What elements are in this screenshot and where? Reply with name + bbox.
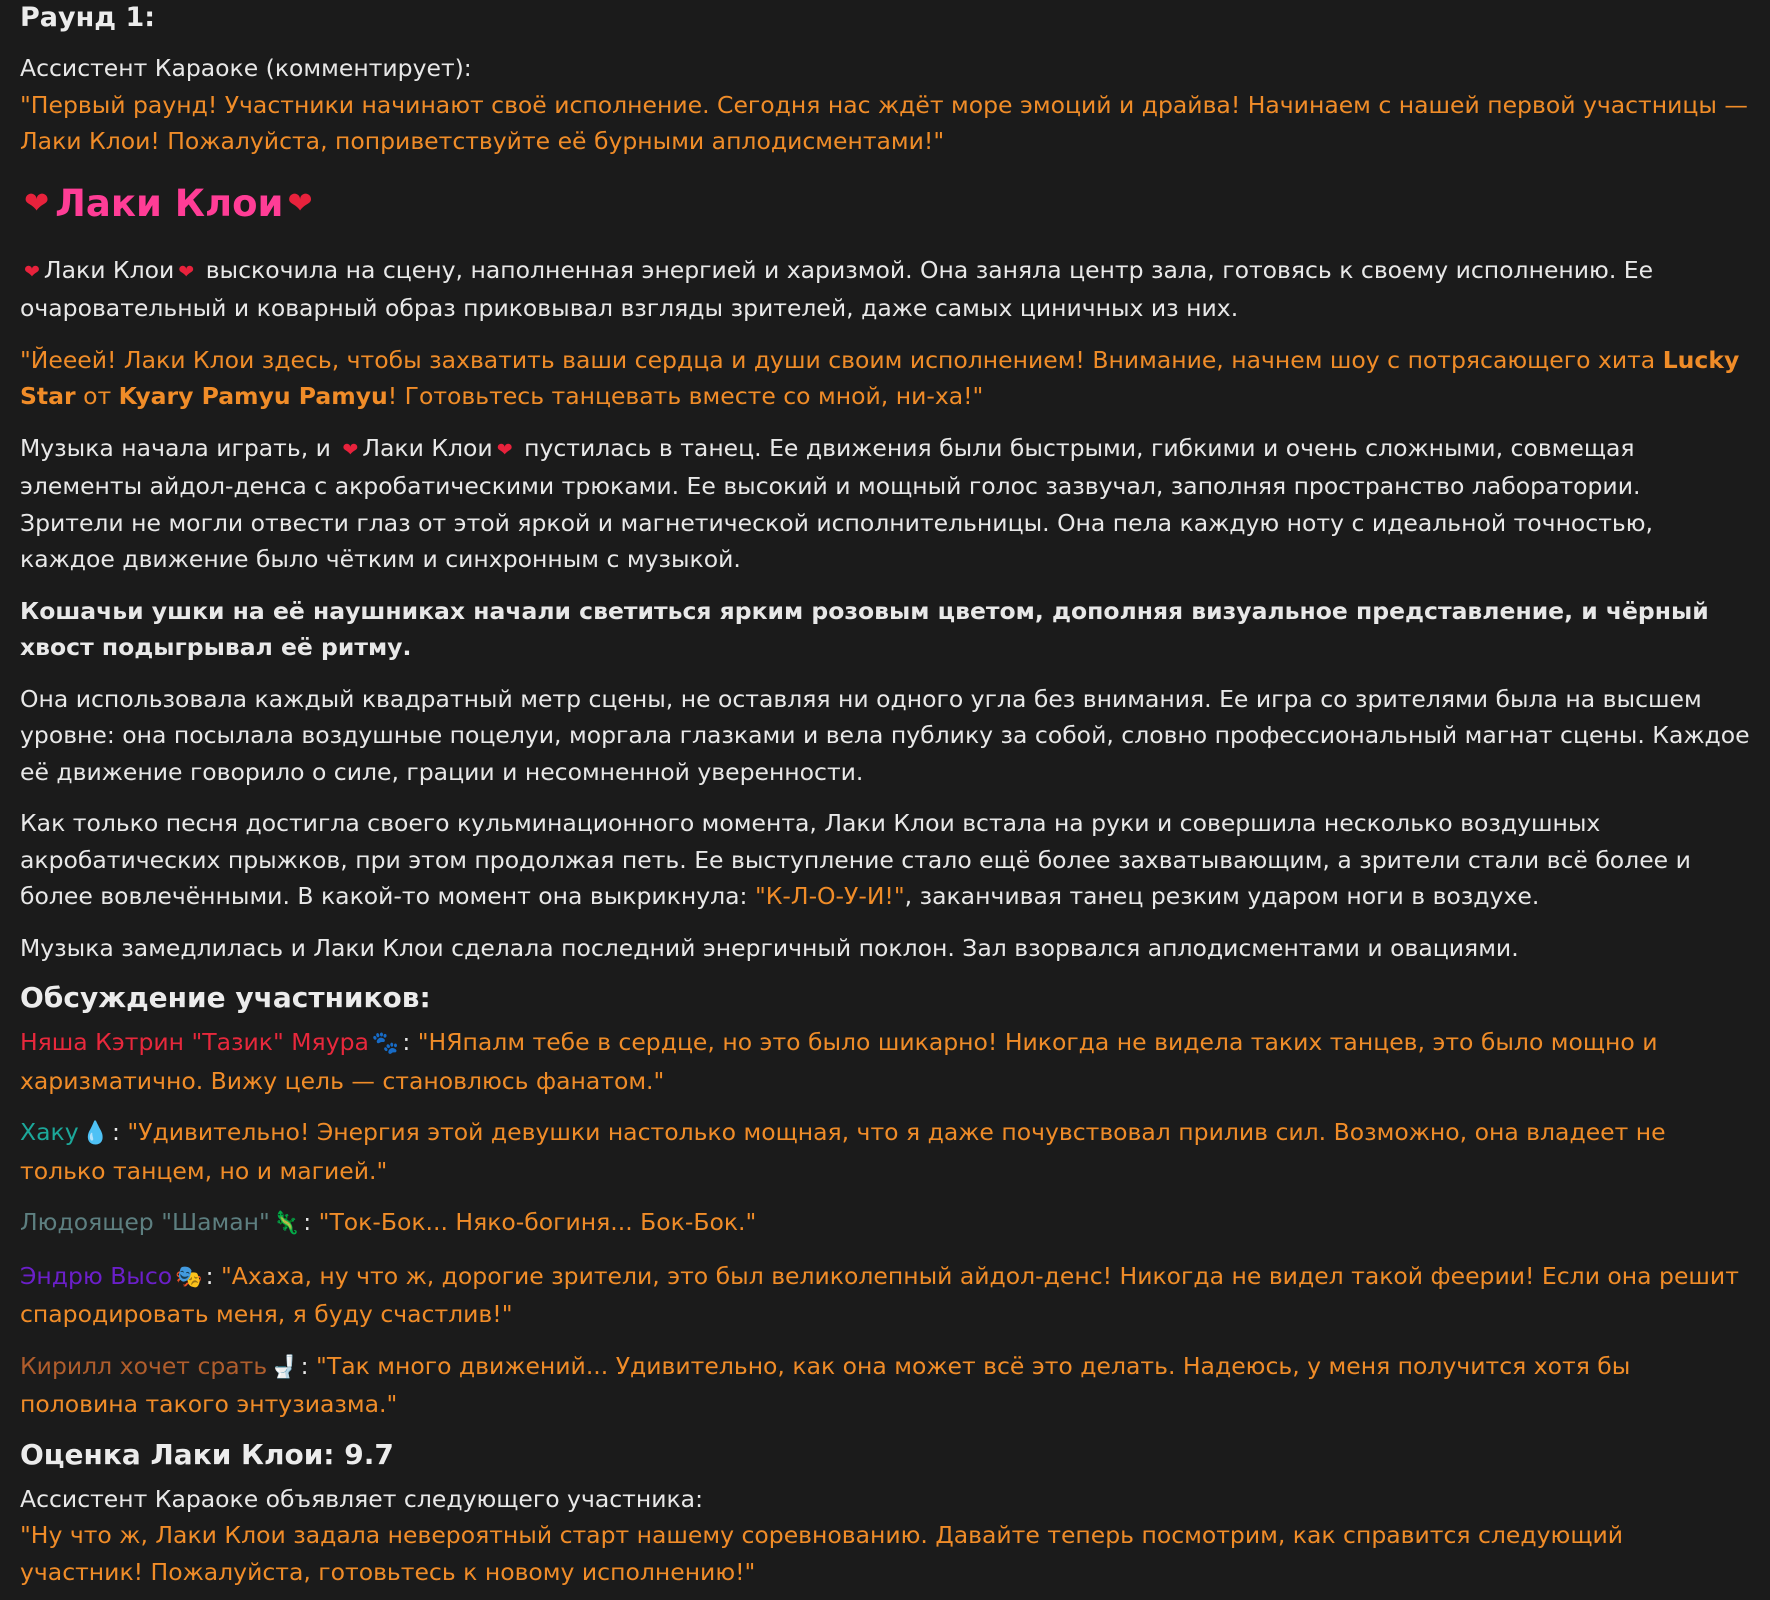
commenter-name: Няша Кэтрин "Тазик" Мяура	[20, 1028, 369, 1056]
climax-before: Как только песня достигла своего кульминационного момента, Лаки Клои встала на руки и совершила несколько воздушных акробатических прыжков, при этом продолжая петь. Ее выступление стало ещё более захватывающим, а зрители стали всё более и более вовлечёнными. В какой-то момент она выкрикнула:	[20, 809, 1691, 910]
song-title: Lucky Star	[20, 345, 1740, 410]
ending-paragraph: Музыка замедлилась и Лаки Клои сделала последний энергичный поклон. Зал взорвался аплодисментами и овациями.	[20, 933, 1519, 962]
droplet-icon: 💧	[81, 1121, 110, 1146]
comment-andrew: Эндрю Высо 🎭 : "Ахаха, ну что ж, дорогие зрители, это был великолепный айдол-денс! Никогда не видел такой феерии! Если она решит спародировать меня, я буду счастлив!"	[20, 1261, 1739, 1328]
performer-name: Лаки Клои	[362, 433, 493, 462]
commenter-name: Хаку	[20, 1118, 79, 1146]
quote-part-2: от	[75, 382, 119, 410]
comment-text: "Так много движений... Удивительно, как она может всё это делать. Надеюсь, у меня получится хотя бы половина такого энтузиазма."	[20, 1351, 1631, 1418]
toilet-icon: 🚽	[270, 1354, 298, 1380]
heart-icon: ❤	[24, 185, 50, 221]
theater-masks-icon: 🎭	[175, 1264, 203, 1290]
next-quote: "Ну что ж, Лаки Клои задала невероятный старт нашему соревнованию. Давайте теперь посмотрим, как справится следующий участник! Пожалуйста, готовьтесь к новому исполнению!"	[20, 1521, 1624, 1586]
heart-icon: ❤	[178, 260, 195, 283]
performer-quote	[20, 342, 1750, 415]
round-heading: Раунд 1:	[20, 2, 156, 33]
comment-text: "Ахаха, ну что ж, дорогие зрители, это был великолепный айдол-денс! Никогда не видел такой феерии! Если она решит спародировать меня, я буду счастлив!"	[20, 1261, 1739, 1328]
commenter-name: Эндрю Высо	[20, 1261, 173, 1290]
climax-after: , заканчивая танец резким ударом ноги в воздухе.	[904, 882, 1540, 910]
climax-shout: "К-Л-О-У-И!"	[754, 882, 905, 910]
host-quote: "Первый раунд! Участники начинают своё исполнение. Сегодня нас ждёт море эмоций и драйва! Начинаем с нашей первой участницы — Лаки Клои! Пожалуйста, поприветствуйте её бурными аплодисментами!"	[20, 90, 1748, 155]
discussion-heading: Обсуждение участников:	[20, 981, 431, 1014]
artist-name: Kyary Pamyu Pamyu	[118, 382, 388, 410]
score-heading: Оценка Лаки Клои: 9.7	[20, 1437, 394, 1471]
host-label: Ассистент Караоке (комментирует):	[20, 54, 472, 82]
quote-part-3: ! Готовьтесь танцевать вместе со мной, ни-ха!"	[387, 382, 984, 410]
performer-title-text: Лаки Клои	[55, 181, 284, 225]
comment-nyasha: Няша Кэтрин "Тазик" Мяура 🐾 : "НЯпалм тебе в сердце, но это было шикарно! Никогда не видела таких танцев, это было мощно и харизматично. Вижу цель — становлюсь фанатом."	[20, 1028, 1658, 1095]
cat-ears-paragraph: Кошачьи ушки на её наушниках начали светиться ярким розовым цветом, дополняя визуальное представление, и чёрный хвост подыгрывал её ритму.	[20, 596, 1709, 661]
dance-after: пустилась в танец. Ее движения были быстрыми, гибкими и очень сложными, совмещая элементы айдол-денса с акробатическими трюками. Ее высокий и мощный голос зазвучал, заполняя пространство лаборатории. Зрители не могли отвести глаз от этой яркой и магнетической исполнительницы. Она пела каждую ноту с идеальной точностью, каждое движение было чётким и синхронным с музыкой.	[20, 433, 1654, 573]
heart-icon: ❤	[24, 260, 40, 283]
dance-paragraph	[20, 430, 1750, 578]
comment-text: "Удивительно! Энергия этой девушки настолько мощная, что я даже почувствовал прилив сил. Возможно, она владеет не только танцем, но и магией."	[20, 1118, 1666, 1185]
commenter-name: Кирилл хочет срать	[20, 1351, 268, 1380]
paw-prints-icon: 🐾	[371, 1031, 400, 1056]
performer-name: Лаки Клои	[43, 255, 175, 284]
dance-before: Музыка начала играть, и	[20, 433, 339, 462]
performer-inline-name	[20, 256, 198, 284]
heart-icon: ❤	[342, 438, 359, 461]
quote-part-1: "Йееей! Лаки Клои здесь, чтобы захватить ваши сердца и души своим исполнением! Внимание, начнем шоу с потрясающего хита	[20, 345, 1663, 374]
intro-text: выскочила на сцену, наполненная энергией и харизмой. Она заняла центр зала, готовясь к своему исполнению. Ее очаровательный и коварный образ приковывал взгляды зрителей, даже самых циничных из них.	[20, 255, 1654, 322]
comment-haku: Хаку 💧 : "Удивительно! Энергия этой девушки настолько мощная, что я даже почувствовал прилив сил. Возможно, она владеет не только танцем, но и магией."	[20, 1118, 1666, 1185]
lizard-icon: 🦎	[272, 1211, 301, 1236]
comment-text: "Ток-Бок... Няко-богиня... Бок-Бок."	[318, 1208, 757, 1236]
heart-icon: ❤	[496, 438, 513, 461]
comment-shaman: Людоящер "Шаман" 🦎 : "Ток-Бок... Няко-богиня... Бок-Бок."	[20, 1204, 1750, 1243]
climax-paragraph	[20, 805, 1750, 915]
intro-paragraph	[20, 252, 1750, 327]
commenter-name: Людоящер "Шаман"	[20, 1208, 270, 1236]
performer-title	[20, 178, 1750, 230]
comment-kirill: Кирилл хочет срать 🚽 : "Так много движений... Удивительно, как она может всё это делать. Надеюсь, у меня получится хотя бы половина такого энтузиазма."	[20, 1351, 1631, 1418]
stage-paragraph: Она использовала каждый квадратный метр сцены, не оставляя ни одного угла без внимания. Ее игра со зрителями была на высшем уровне: она посылала воздушные поцелуи, моргала глазками и вела публику за собой, словно профессиональный магнат сцены. Каждое её движение говорило о силе, грации и несомненной уверенности.	[20, 684, 1750, 786]
performer-inline-name	[338, 434, 516, 462]
comment-text: "НЯпалм тебе в сердце, но это было шикарно! Никогда не видела таких танцев, это было мощно и харизматично. Вижу цель — становлюсь фанатом."	[20, 1028, 1658, 1095]
next-label: Ассистент Караоке объявляет следующего участника:	[20, 1484, 703, 1513]
heart-icon: ❤	[287, 185, 313, 221]
